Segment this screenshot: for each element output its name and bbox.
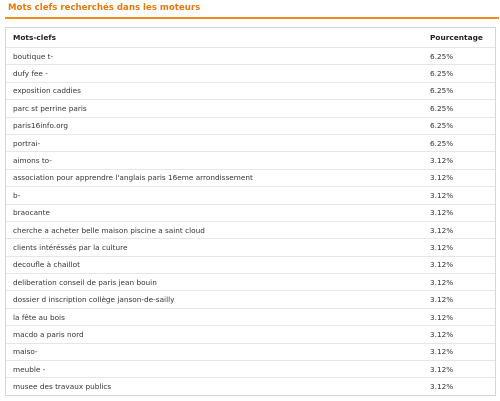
percentage-cell: 3.12% bbox=[430, 173, 454, 183]
table-row bbox=[6, 308, 495, 325]
column-header-percentage: Pourcentage bbox=[430, 33, 483, 42]
table-row bbox=[6, 290, 495, 307]
percentage-cell: 6.25% bbox=[430, 69, 454, 79]
table-row bbox=[6, 204, 495, 221]
keyword-cell: musee des travaux publics bbox=[13, 382, 112, 392]
percentage-cell: 3.12% bbox=[430, 242, 454, 252]
section-title: Mots clefs recherchés dans les moteurs bbox=[8, 3, 201, 13]
table-row bbox=[6, 82, 495, 99]
table-row bbox=[6, 325, 495, 342]
percentage-cell: 3.12% bbox=[430, 260, 454, 270]
keyword-cell: aimons to- bbox=[13, 156, 52, 166]
keyword-cell: decoufle à chaillot bbox=[13, 260, 80, 270]
table-row bbox=[6, 221, 495, 238]
percentage-cell: 3.12% bbox=[430, 225, 454, 235]
keyword-cell: exposition caddies bbox=[13, 86, 81, 96]
percentage-cell: 3.12% bbox=[430, 156, 454, 166]
table-row bbox=[6, 47, 495, 64]
table-row bbox=[6, 99, 495, 116]
percentage-cell: 6.25% bbox=[430, 103, 454, 113]
percentage-cell: 3.12% bbox=[430, 190, 454, 200]
table-row bbox=[6, 238, 495, 255]
percentage-cell: 3.12% bbox=[430, 364, 454, 374]
keyword-cell: portrai- bbox=[13, 138, 41, 148]
table-header-row bbox=[6, 28, 495, 47]
keyword-cell: macdo a paris nord bbox=[13, 329, 84, 339]
table-row bbox=[6, 377, 495, 394]
percentage-cell: 6.25% bbox=[430, 138, 454, 148]
table-row bbox=[6, 134, 495, 151]
percentage-cell: 3.12% bbox=[430, 277, 454, 287]
keyword-cell: clients intéréssés par la culture bbox=[13, 242, 128, 252]
keywords-table bbox=[5, 27, 496, 396]
keyword-cell: meuble - bbox=[13, 364, 46, 374]
keyword-cell: cherche a acheter belle maison piscine a saint cloud bbox=[13, 225, 205, 235]
column-header-keyword: Mots-clefs bbox=[13, 33, 56, 42]
table-row bbox=[6, 151, 495, 168]
keyword-cell: la fête au bois bbox=[13, 312, 65, 322]
percentage-cell: 3.12% bbox=[430, 382, 454, 392]
keyword-cell: parc st perrine paris bbox=[13, 103, 87, 113]
keyword-cell: deliberation conseil de paris jean bouin bbox=[13, 277, 157, 287]
keyword-cell: b- bbox=[13, 190, 21, 200]
percentage-cell: 3.12% bbox=[430, 347, 454, 357]
percentage-cell: 3.12% bbox=[430, 329, 454, 339]
keyword-cell: dossier d inscription collège janson-de-sailly bbox=[13, 295, 175, 305]
table-row bbox=[6, 186, 495, 203]
keyword-cell: boutique t- bbox=[13, 51, 54, 61]
table-row bbox=[6, 169, 495, 186]
percentage-cell: 3.12% bbox=[430, 208, 454, 218]
keyword-cell: braocante bbox=[13, 208, 51, 218]
table-row bbox=[6, 64, 495, 81]
table-row bbox=[6, 273, 495, 290]
table-body bbox=[6, 47, 495, 395]
keyword-cell: paris16info.org bbox=[13, 121, 69, 131]
percentage-cell: 3.12% bbox=[430, 295, 454, 305]
percentage-cell: 3.12% bbox=[430, 312, 454, 322]
percentage-cell: 6.25% bbox=[430, 121, 454, 131]
table-row bbox=[6, 117, 495, 134]
table-row bbox=[6, 360, 495, 377]
percentage-cell: 6.25% bbox=[430, 86, 454, 96]
keyword-cell: dufy fee - bbox=[13, 69, 48, 79]
title-divider bbox=[5, 17, 499, 19]
keyword-cell: association pour apprendre l'anglais paris 16eme arrondissement bbox=[13, 173, 253, 183]
table-row bbox=[6, 343, 495, 360]
table-row bbox=[6, 256, 495, 273]
percentage-cell: 6.25% bbox=[430, 51, 454, 61]
keyword-cell: maiso- bbox=[13, 347, 38, 357]
